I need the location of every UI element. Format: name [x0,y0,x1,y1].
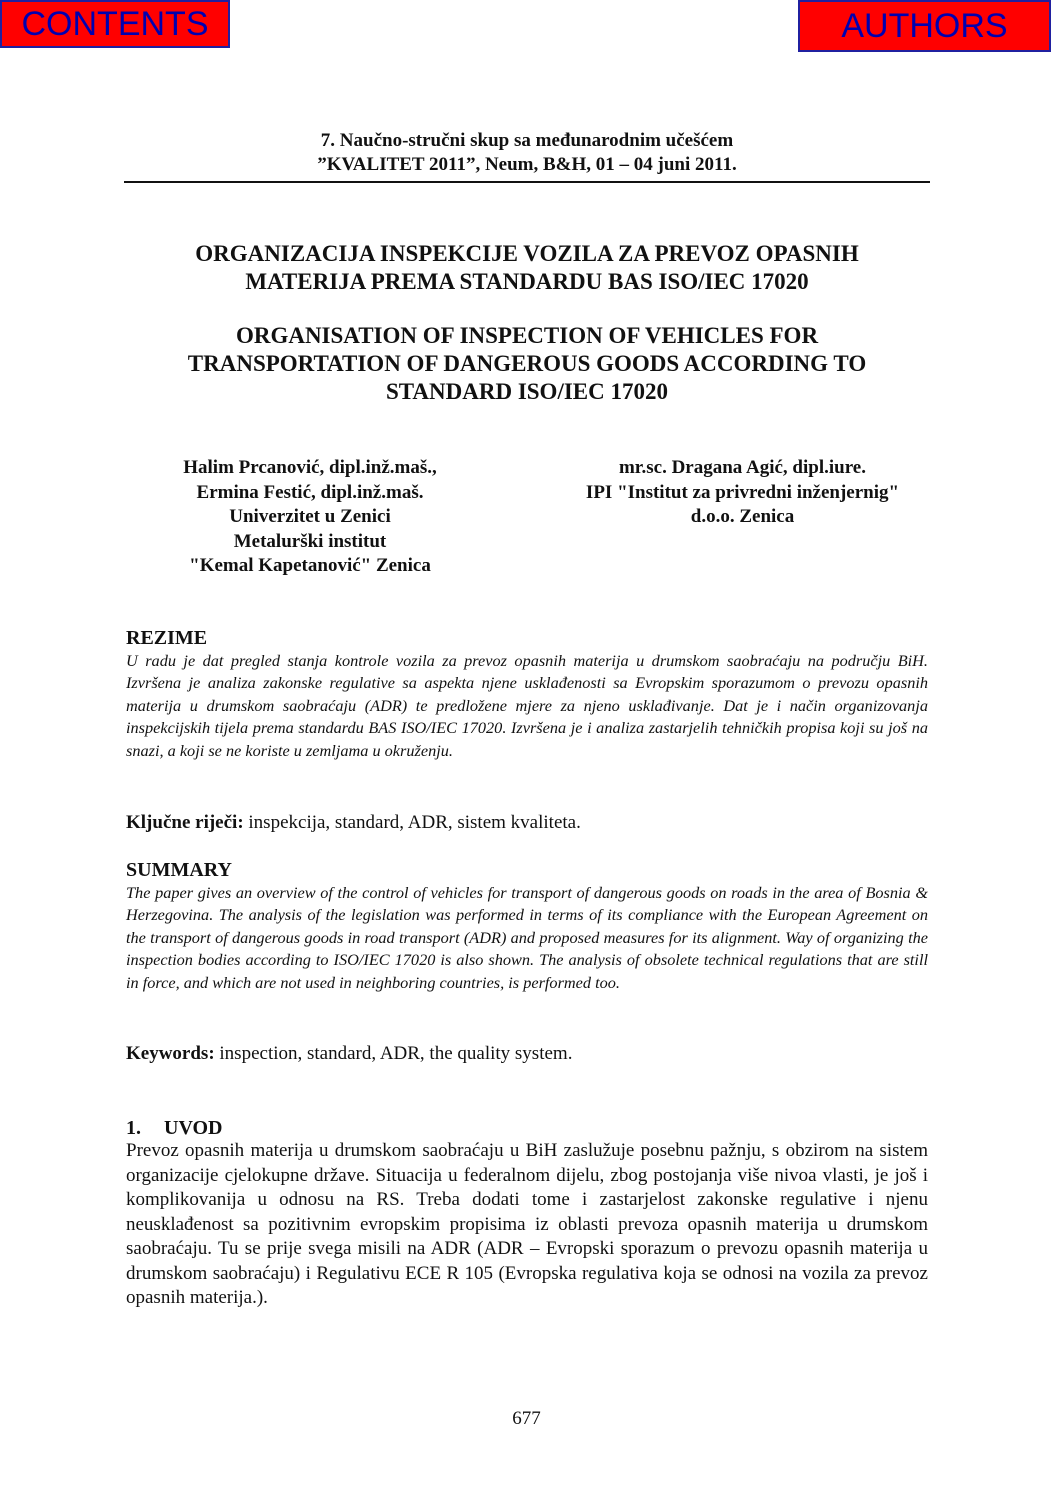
conference-line-2: ”KVALITET 2011”, Neum, B&H, 01 – 04 juni 2011. [317,154,737,175]
conference-line-1: 7. Naučno-stručni skup sa međunarodnim učešćem [320,130,734,151]
title-en-line-2: TRANSPORTATION OF DANGEROUS GOODS ACCORDING TO [187,351,867,376]
affiliation-line: "Kemal Kapetanović" Zenica [189,555,431,576]
kljucne-rijeci-label: Ključne riječi: [126,812,244,833]
keywords [126,1042,928,1066]
title-local-line-1: ORGANIZACIJA INSPEKCIJE VOZILA ZA PREVOZ OPASNIH [195,241,859,266]
title-en-line-3: STANDARD ISO/IEC 17020 [385,379,668,404]
author-line: Halim Prcanović, dipl.inž.maš., [183,457,437,478]
affiliation-line: Univerzitet u Zenici [229,506,391,527]
contents-button[interactable]: CONTENTS [0,0,230,48]
rezime-heading: REZIME [126,627,208,649]
section-1-title: UVOD [164,1117,223,1139]
title-en-line-1: ORGANISATION OF INSPECTION OF VEHICLES FOR [235,323,819,348]
page-number: 677 [512,1408,541,1429]
summary-heading: SUMMARY [126,859,232,881]
author-line: mr.sc. Dragana Agić, dipl.iure. [618,457,866,478]
section-1-body: Prevoz opasnih materija u drumskom saobraćaju u BiH zaslužuje posebnu pažnju, s obzirom na sistem organizacije cjelokupne države. Situacija u federalnom dijelu, zbog postojanja više nivoa vlasti, je još i komplikovanija u odnosu na RS. Treba dodati tome i zastarjelost zakonske regulative i njenu neusklađenost sa pozitivnim evropskim propisima iz oblasti prevoza opasnih materija u drumskom saobraćaju. Tu se prije svega misili na ADR (ADR – Evropski sporazum o prevozu opasnih materija u drumskom saobraćaju) i Regulativu ECE R 105 (Evropska regulativa koja se odnosi na vozila za prevoz opasnih materija.). [126,1140,928,1308]
section-1-heading [126,1116,223,1140]
keywords-value: inspection, standard, ADR, the quality system. [219,1043,573,1064]
authors-button[interactable]: AUTHORS [798,0,1051,52]
affiliation-line: Metalurški institut [233,530,387,552]
summary-text: The paper gives an overview of the control of vehicles for transport of dangerous goods on roads in the area of Bosnia & Herzegovina. The analysis of the legislation was performed in terms of its compliance with the European Agreement on the transport of dangerous goods in road transport (ADR) and proposed measures for its alignment. Way of organizing the inspection bodies according to ISO/IEC 17020 is also shown. The analysis of obsolete technical regulations that are still in force, and which are not used in neighboring countries, is performed too. [126,883,928,992]
paper-title-local [124,240,930,296]
keywords-label: Keywords: [126,1043,215,1064]
section-1-number: 1. [126,1117,141,1139]
rezime-text: U radu je dat pregled stanja kontrole vozila za prevoz opasnih materija u drumskom saobraćaju na području BiH. Izvršena je analiza zakonske regulative sa aspekta njene usklađenosti sa Evropskim sporazumom o prevozu opasnih materija u drumskom saobraćaju (ADR) te predložene mjere za njeno usklađivanje. Dat je i način organizovanja inspekcijskih tijela prema standardu BAS ISO/IEC 17020. Izvršena je i analiza zastarjelih tehničkih propisa koji su još na snazi, a koji se ne koriste u zemljama u okruženju. [126,651,928,760]
paper-title-english [124,322,930,406]
title-local-line-2: MATERIJA PREMA STANDARDU BAS ISO/IEC 17020 [245,269,809,294]
affiliation-line: d.o.o. Zenica [690,506,795,527]
affiliation-line: IPI "Institut za privredni inženjernig" [585,481,900,503]
conference-header [124,129,930,183]
author-line: Ermina Festić, dipl.inž.maš. [196,481,424,503]
kljucne-rijeci-value: inspekcija, standard, ADR, sistem kvaliteta. [248,812,581,833]
authors-left-block [140,456,480,579]
kljucne-rijeci [126,811,928,835]
authors-right-block [555,456,930,530]
